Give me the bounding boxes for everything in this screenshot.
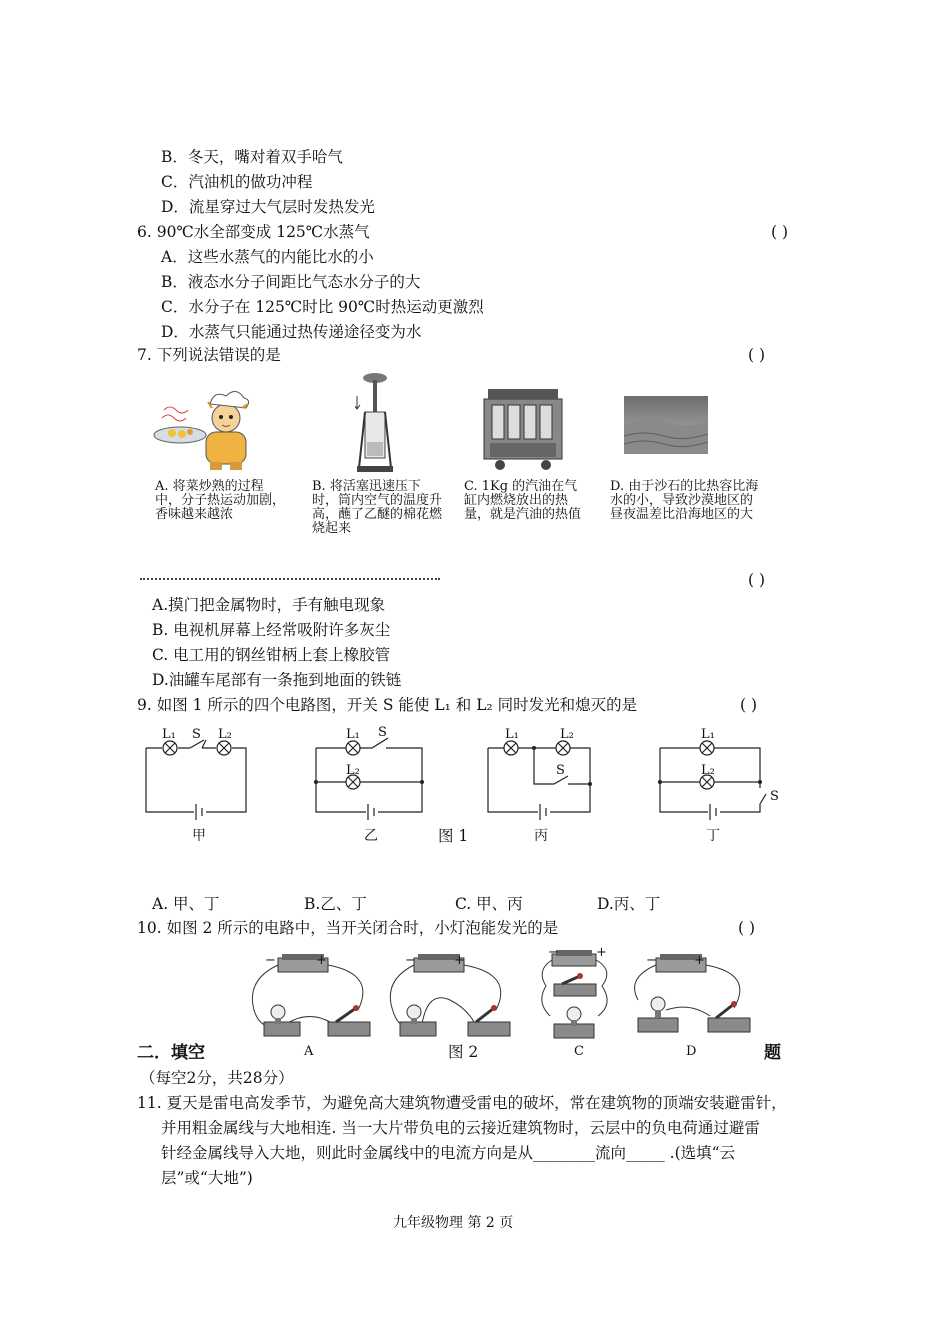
battery-a-plus: +	[316, 953, 327, 968]
jia-l2-label: L₂	[218, 727, 232, 742]
piston-compression-apparatus	[355, 372, 395, 477]
q9-answer-paren: ( )	[740, 696, 758, 714]
q10-answer-paren: ( )	[738, 919, 756, 937]
q7-caption-d: D. 由于沙石的比热容比海水的小，导致沙漠地区的昼夜温差比沿海地区的大	[610, 479, 759, 522]
circuit-label-a: A	[304, 1044, 314, 1059]
q6-option-a: A．这些水蒸气的内能比水的小	[161, 248, 374, 266]
yi-l1-label: L₁	[346, 727, 360, 742]
q8-option-a: A.摸门把金属物时，手有触电现象	[152, 596, 386, 614]
ding-l1-label: L₁	[701, 727, 715, 742]
q9-option-a: A. 甲、丁	[152, 895, 220, 913]
q5-option-b: B．冬天，嘴对着双手哈气	[161, 148, 343, 166]
section-2-scoring: （每空2分，共28分）	[140, 1069, 294, 1087]
q8-option-b: B. 电视机屏幕上经常吸附许多灰尘	[152, 621, 391, 639]
q11-line-2: 并用粗金属线与大地相连. 当一大片带负电的云接近建筑物时，云层中的负电荷通过避雷	[161, 1119, 760, 1137]
q9-option-c: C. 甲、丙	[455, 895, 523, 913]
page-footer: 九年级物理 第 2 页	[393, 1215, 514, 1231]
battery-a-minus: −	[265, 953, 276, 968]
yi-s-label: S	[378, 725, 387, 740]
q6-option-b: B．液态水分子间距比气态水分子的大	[161, 273, 421, 291]
yi-l2-label: L₂	[346, 763, 360, 778]
q11-line-1: 11. 夏天是雷电高发季节，为避免高大建筑物遭受雷电的破坏，常在建筑物的顶端安装避雷针，	[137, 1094, 787, 1112]
battery-c-plus: +	[596, 945, 607, 960]
engine-block-image	[480, 385, 566, 471]
q8-obscured-stem	[140, 578, 440, 586]
q11-line-4: 层”或“大地”)	[161, 1169, 253, 1187]
circuit-label-c: C	[574, 1044, 584, 1059]
battery-c-minus: −	[548, 945, 559, 960]
q8-option-c: C. 电工用的钢丝钳柄上套上橡胶管	[152, 646, 391, 664]
q11-line-3: 针经金属线导入大地，则此时金属线中的电流方向是从________流向_____ .(选填“云	[161, 1144, 736, 1162]
q6-stem: 6. 90℃水全部变成 125℃水蒸气	[137, 223, 370, 241]
q7-caption-b: B. 将活塞迅速压下时，筒内空气的温度升高，蘸了乙醚的棉花燃烧起来	[312, 479, 443, 536]
q9-option-d: D.丙、丁	[597, 895, 661, 913]
jia-l1-label: L₁	[162, 727, 176, 742]
battery-d-minus: −	[646, 953, 657, 968]
circuit-label-bing: 丙	[534, 828, 548, 844]
battery-b-minus: −	[405, 953, 416, 968]
chef-cooking-illustration	[150, 390, 260, 475]
q6-option-d: D．水蒸气只能通过热传递途径变为水	[161, 323, 422, 341]
circuit-yi-diagram	[312, 726, 432, 820]
circuit-bing-diagram	[484, 726, 604, 820]
q9-option-b: B.乙、丁	[304, 895, 367, 913]
ding-s-label: S	[770, 789, 779, 804]
q8-option-d: D.油罐车尾部有一条拖到地面的铁链	[152, 671, 402, 689]
bing-l1-label: L₁	[505, 727, 519, 742]
circuit-label-jia: 甲	[192, 828, 206, 844]
desert-photo	[624, 396, 708, 454]
q7-caption-c: C. 1Kg 的汽油在气缸内燃烧放出的热量，就是汽油的热值	[464, 479, 582, 522]
circuit-label-ding: 丁	[706, 828, 720, 844]
bing-s-label: S	[556, 763, 565, 778]
section-2-title: 二．填空	[137, 1043, 205, 1063]
battery-d-plus: +	[694, 953, 705, 968]
physical-circuit-c	[536, 946, 616, 1042]
q5-option-d: D．流星穿过大气层时发热发光	[161, 198, 375, 216]
bing-l2-label: L₂	[560, 727, 574, 742]
section-2-title-end: 题	[764, 1043, 781, 1063]
q6-option-c: C．水分子在 125℃时比 90℃时热运动更激烈	[161, 298, 484, 316]
circuit-ding-diagram	[656, 726, 786, 820]
figure-2-label: 图 2	[448, 1043, 479, 1061]
q6-answer-paren: ( )	[771, 223, 789, 241]
q5-option-c: C．汽油机的做功冲程	[161, 173, 313, 191]
ding-l2-label: L₂	[701, 763, 715, 778]
battery-b-plus: +	[454, 953, 465, 968]
q9-stem: 9. 如图 1 所示的四个电路图，开关 S 能使 L₁ 和 L₂ 同时发光和熄灭的是	[137, 696, 638, 714]
circuit-label-d: D	[686, 1044, 697, 1059]
q7-stem: 7. 下列说法错误的是	[137, 346, 281, 364]
q7-caption-a: A. 将菜炒熟的过程中，分子热运动加剧，香味越来越浓	[155, 479, 286, 522]
circuit-label-yi: 乙	[364, 828, 378, 844]
figure-1-label: 图 1	[438, 827, 469, 845]
q7-answer-paren: ( )	[748, 346, 766, 364]
q10-stem: 10. 如图 2 所示的电路中，当开关闭合时，小灯泡能发光的是	[137, 919, 559, 937]
q8-answer-paren: ( )	[748, 571, 766, 589]
jia-s-label: S	[192, 727, 201, 742]
